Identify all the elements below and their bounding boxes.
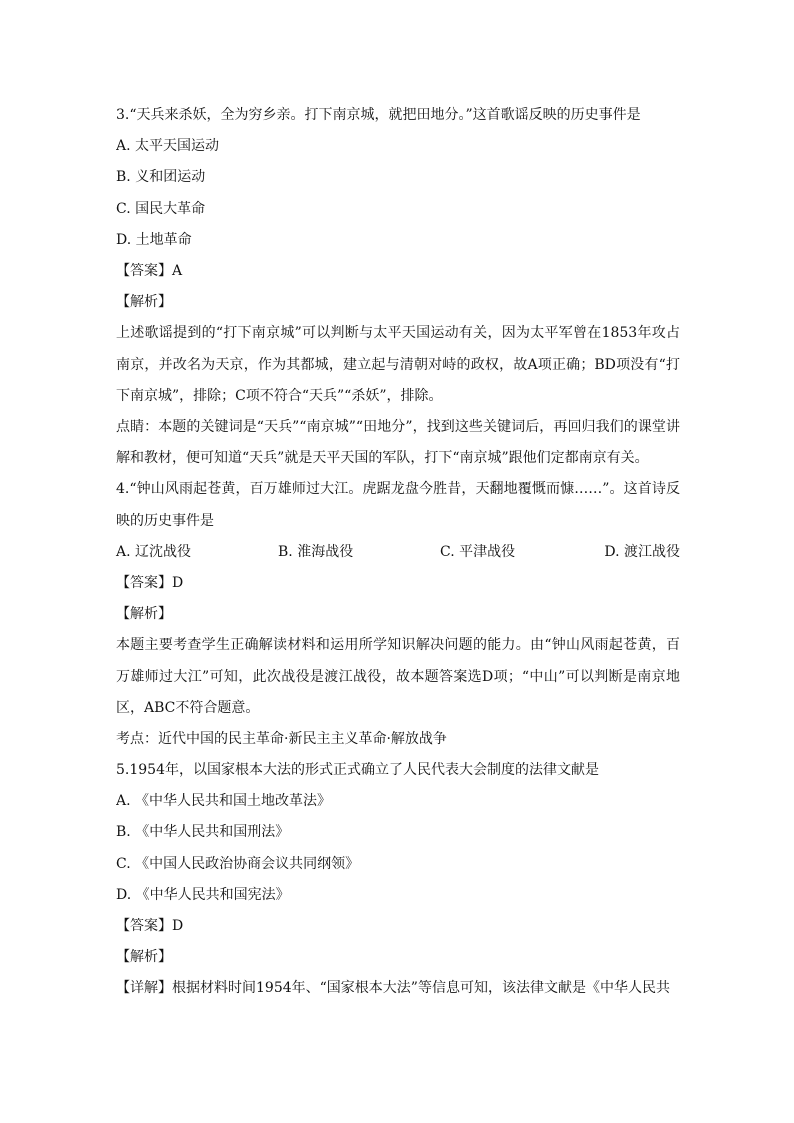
question-5-option-c: C. 《中国人民政治协商会议共同纲领》 [116,855,360,872]
question-4-stem: 4.“钟山风雨起苍黄，百万雄师过大江。虎踞龙盘今胜昔，天翻地覆慨而慷……”。这首诗反映的历史事件是 [116,481,680,529]
question-4-option-d: D. 渡江战役 [604,543,680,560]
question-3-option-d: D. 土地革命 [116,231,192,248]
question-3-option-c: C. 国民大革命 [116,200,206,217]
question-4-topic: 考点：近代中国的民主革命·新民主主义革命·解放战争 [116,730,447,747]
question-4-option-b: B. 淮海战役 [278,543,354,560]
question-4-option-a: A. 辽沈战役 [116,543,192,560]
question-4-option-c: C. 平津战役 [440,543,516,560]
question-5-analysis-label: 【解析】 [116,949,172,966]
question-4-analysis: 本题主要考查学生正确解读材料和运用所学知识解决问题的能力。由“钟山风雨起苍黄，百万雄师过大江”可知，此次战役是渡江战役，故本题答案选D项；“中山”可以判断是南京地区，ABC不符合题意。 [116,637,680,716]
question-3-answer: 【答案】A [116,262,183,279]
question-4-analysis-label: 【解析】 [116,606,172,623]
question-5-answer: 【答案】D [116,918,184,935]
question-5-stem: 5.1954年，以国家根本大法的形式正式确立了人民代表大会制度的法律文献是 [116,762,599,779]
question-5-option-b: B. 《中华人民共和国刑法》 [116,824,290,841]
document-body [116,100,680,1005]
question-4-options [116,537,680,568]
question-3-tip: 点睛：本题的关键词是“天兵”“南京城”“田地分”，找到这些关键词后，再回归我们的课堂讲解和教材，便可知道“天兵”就是天平天国的军队，打下“南京城”跟他们定都南京有关。 [116,418,680,467]
question-4-answer: 【答案】D [116,574,184,591]
question-3-option-a: A. 太平天国运动 [116,138,220,155]
question-3-analysis: 上述歌谣提到的“打下南京城”可以判断与太平天国运动有关，因为太平军曾在1853年攻占南京，并改名为天京，作为其都城，建立起与清朝对峙的政权，故A项正确；BD项没有“打下南京城”，排除；C项不符合“天兵”“杀妖”，排除。 [116,325,680,404]
question-3-stem: 3.“天兵来杀妖，全为穷乡亲。打下南京城，就把田地分。”这首歌谣反映的历史事件是 [116,107,641,123]
question-3-analysis-label: 【解析】 [116,294,172,311]
question-5-option-d: D. 《中华人民共和国宪法》 [116,886,290,903]
question-3-option-b: B. 义和团运动 [116,169,206,186]
question-5-option-a: A. 《中华人民共和国土地改革法》 [116,793,332,810]
question-5-detail: 【详解】根据材料时间1954年、“国家根本大法”等信息可知，该法律文献是《中华人民共 [116,980,670,997]
